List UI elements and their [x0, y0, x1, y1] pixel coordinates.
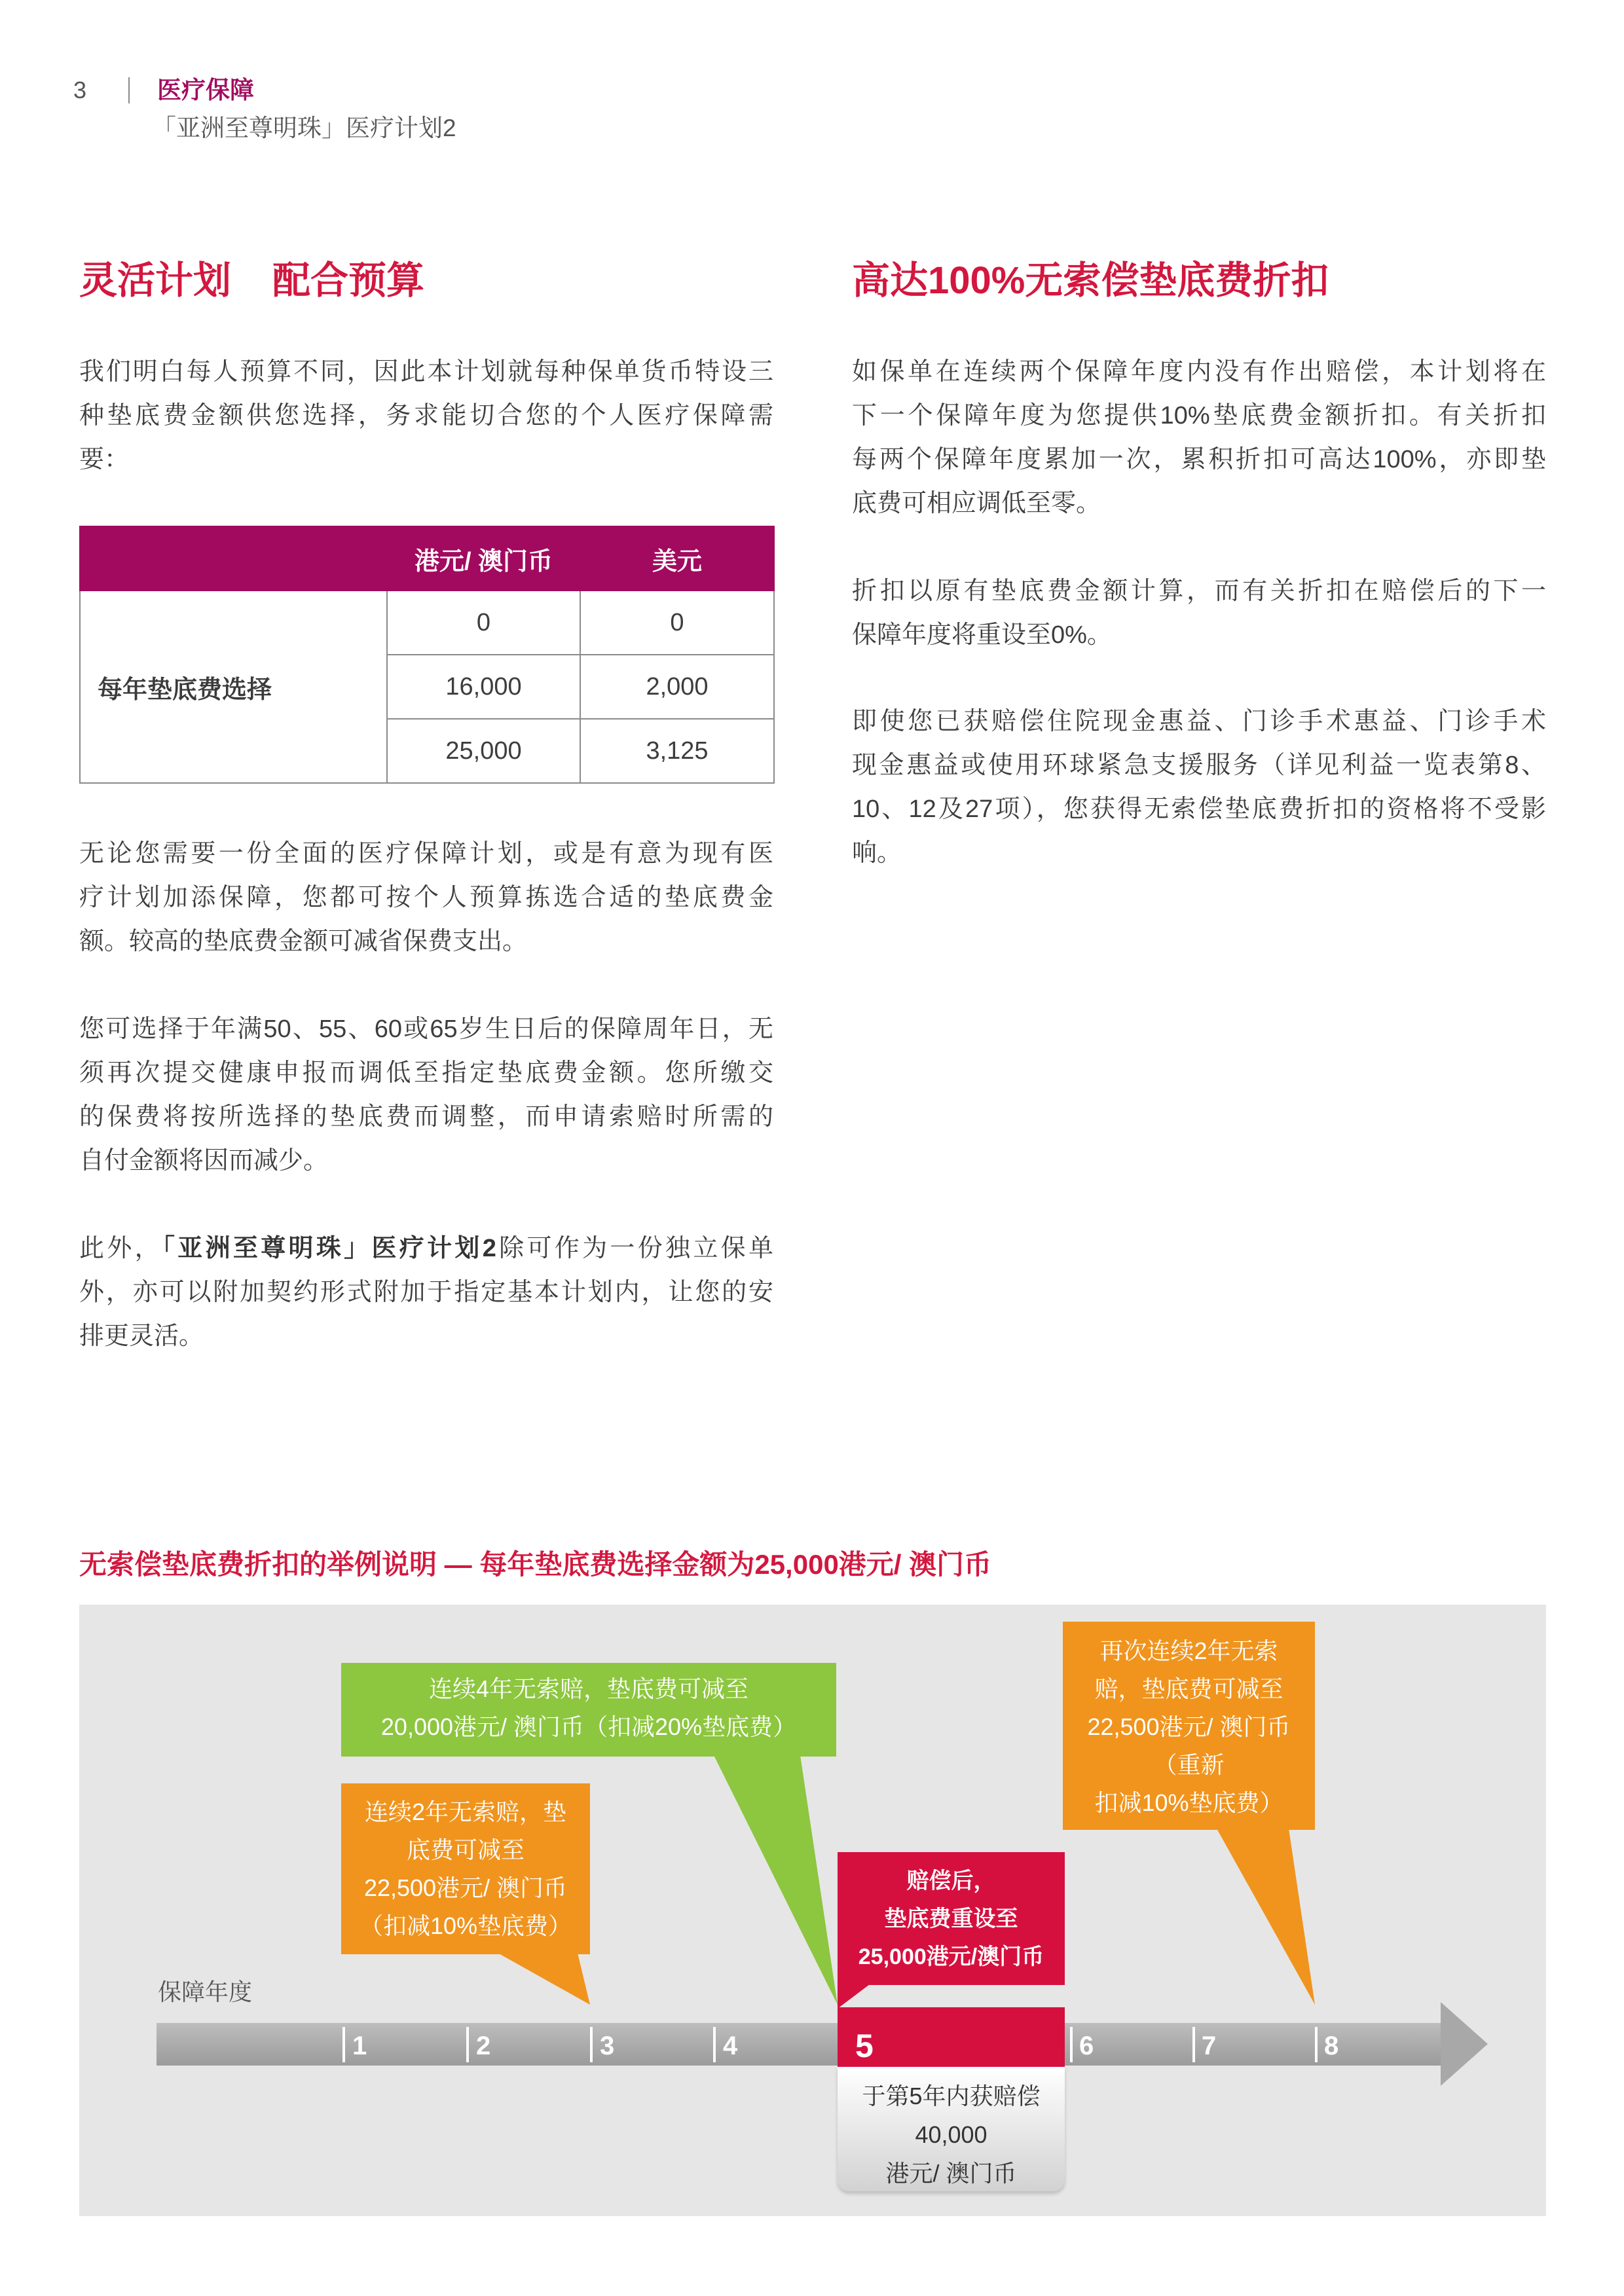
text-line: 额。较高的垫底费金额可减省保费支出。 — [79, 928, 528, 955]
section-title: 医疗保障 — [157, 77, 254, 103]
year-label: 4 — [723, 2032, 738, 2060]
timeline-arrow-head — [1441, 2002, 1488, 2086]
callout-line: 赔偿后， — [906, 1868, 996, 1893]
callout-2yr-no-claim — [341, 1783, 590, 1954]
year-label: 2 — [476, 2032, 491, 2060]
callout-line: （扣减10%垫底费） — [359, 1912, 572, 1939]
text-line: 种垫底费金额供您选择，务求能切合您的个人医疗保障需 — [79, 402, 773, 429]
text-line: 外，亦可以附加契约形式附加于指定基本计划内，让您的安 — [79, 1279, 773, 1306]
callout-line: 20,000港元/ 澳门币（扣减20%垫底费） — [380, 1713, 797, 1740]
text-line: 10、12及27项），您获得无索偿垫底费折扣的资格将不受影 — [852, 795, 1546, 823]
callout-line: 垫底费重设至 — [884, 1906, 1018, 1931]
table-cell: 3,125 — [580, 719, 774, 783]
year-label: 3 — [600, 2032, 615, 2060]
text-line: 折扣以原有垫底费金额计算，而有关折扣在赔偿后的下一 — [852, 577, 1546, 605]
page-number: 3 — [73, 77, 87, 103]
timeline-axis-label: 保障年度 — [158, 1978, 253, 2005]
claim-note-line: 于第5年内获赔偿 — [862, 2083, 1041, 2109]
year-label: 8 — [1324, 2032, 1339, 2060]
callout-2yr-tail — [498, 1953, 590, 2005]
text-line: 如保单在连续两个保障年度内没有作出赔偿，本计划将在 — [852, 358, 1546, 386]
callout-reset-after-claim — [838, 1852, 1065, 1985]
year-label: 7 — [1202, 2032, 1217, 2060]
text-line: 您可选择于年满50、55、60或65岁生日后的保障周年日，无 — [79, 1015, 773, 1043]
text-segment: 除可作为一份独立保单 — [496, 1235, 773, 1262]
text-line: 下一个保障年度为您提供10%垫底费金额折扣。有关折扣 — [852, 402, 1546, 429]
claim-currency: 港元/ 澳门币 — [885, 2160, 1017, 2187]
text-line: 响。 — [852, 839, 902, 867]
text-line: 自付金额将因而减少。 — [79, 1147, 329, 1175]
callout-line: 连续4年无索赔，垫底费可减至 — [428, 1675, 749, 1702]
callout-line: 再次连续2年无索 — [1099, 1637, 1278, 1664]
text-line: 底费可相应调低至零。 — [852, 490, 1101, 517]
table-cell: 2,000 — [580, 655, 774, 719]
left-heading-part-a: 灵活计划 — [79, 259, 232, 302]
year-label: 1 — [352, 2032, 367, 2060]
table-cell: 16,000 — [387, 655, 580, 719]
callout-line: 赔，垫底费可减至 — [1094, 1675, 1283, 1702]
text-line: 须再次提交健康申报而调低至指定垫底费金额。您所缴交 — [79, 1059, 773, 1087]
year-label-highlight: 5 — [855, 2028, 874, 2064]
product-name: 「亚洲至尊明珠」医疗计划2 — [152, 115, 456, 141]
table-row-label: 每年垫底费选择 — [80, 591, 387, 783]
table-header-hkd-mop: 港元/ 澳门币 — [387, 526, 580, 591]
text-line: 保障年度将重设至0%。 — [852, 621, 1112, 649]
table-header-usd: 美元 — [580, 526, 774, 591]
text-line: 现金惠益或使用环球紧急支援服务（详见利益一览表第8、 — [852, 752, 1546, 779]
callout-line: （重新 — [1153, 1751, 1225, 1778]
text-line: 我们明白每人预算不同，因此本计划就每种保单货币特设三 — [79, 358, 773, 386]
callout-4yr-no-claim — [341, 1663, 836, 1757]
callout-line: 连续2年无索赔，垫 — [364, 1798, 567, 1825]
callout-line: 22,500港元/ 澳门币 — [363, 1874, 568, 1901]
callout-line: 扣减10%垫底费） — [1094, 1789, 1283, 1816]
text-line: 排更灵活。 — [79, 1322, 204, 1350]
product-name-bold: 「亚洲至尊明珠」医疗计划2 — [162, 1235, 496, 1262]
callout-reset-tail — [838, 1982, 872, 2009]
callout-again-tail — [1217, 1829, 1315, 2005]
right-heading: 高达100%无索偿垫底费折扣 — [852, 259, 1329, 302]
example-title: 无索偿垫底费折扣的举例说明 — 每年垫底费选择金额为25,000港元/ 澳门币 — [79, 1549, 992, 1580]
table-cell: 0 — [387, 591, 580, 655]
claim-note-box — [838, 2067, 1065, 2191]
claim-amount: 40,000 — [915, 2121, 987, 2148]
table-cell: 0 — [580, 591, 774, 655]
text-line: 即使您已获赔偿住院现金惠益、门诊手术惠益、门诊手术 — [852, 708, 1546, 735]
timeline-arrow-shaft — [157, 2023, 1442, 2066]
callout-again-2yr-no-claim — [1063, 1622, 1315, 1830]
text-line: 疗计划加添保障，您都可按个人预算拣选合适的垫底费金 — [79, 884, 773, 911]
text-line: 要： — [79, 446, 130, 473]
callout-4yr-tail — [714, 1755, 838, 2005]
callout-line: 25,000港元/澳门币 — [858, 1944, 1044, 1969]
text-line: 每两个保障年度累加一次，累积折扣可高达100%，亦即垫 — [852, 446, 1546, 473]
text-line: 的保费将按所选择的垫底费而调整，而申请索赔时所需的 — [79, 1103, 773, 1131]
text-line: 无论您需要一份全面的医疗保障计划，或是有意为现有医 — [79, 840, 773, 867]
callout-line: 底费可减至 — [406, 1836, 525, 1863]
text-segment: 此外， — [79, 1235, 162, 1262]
callout-line: 22,500港元/ 澳门币 — [1087, 1713, 1291, 1740]
table-cell: 25,000 — [387, 719, 580, 783]
year-label: 6 — [1079, 2032, 1094, 2060]
left-heading-part-b: 配合预算 — [272, 259, 425, 302]
